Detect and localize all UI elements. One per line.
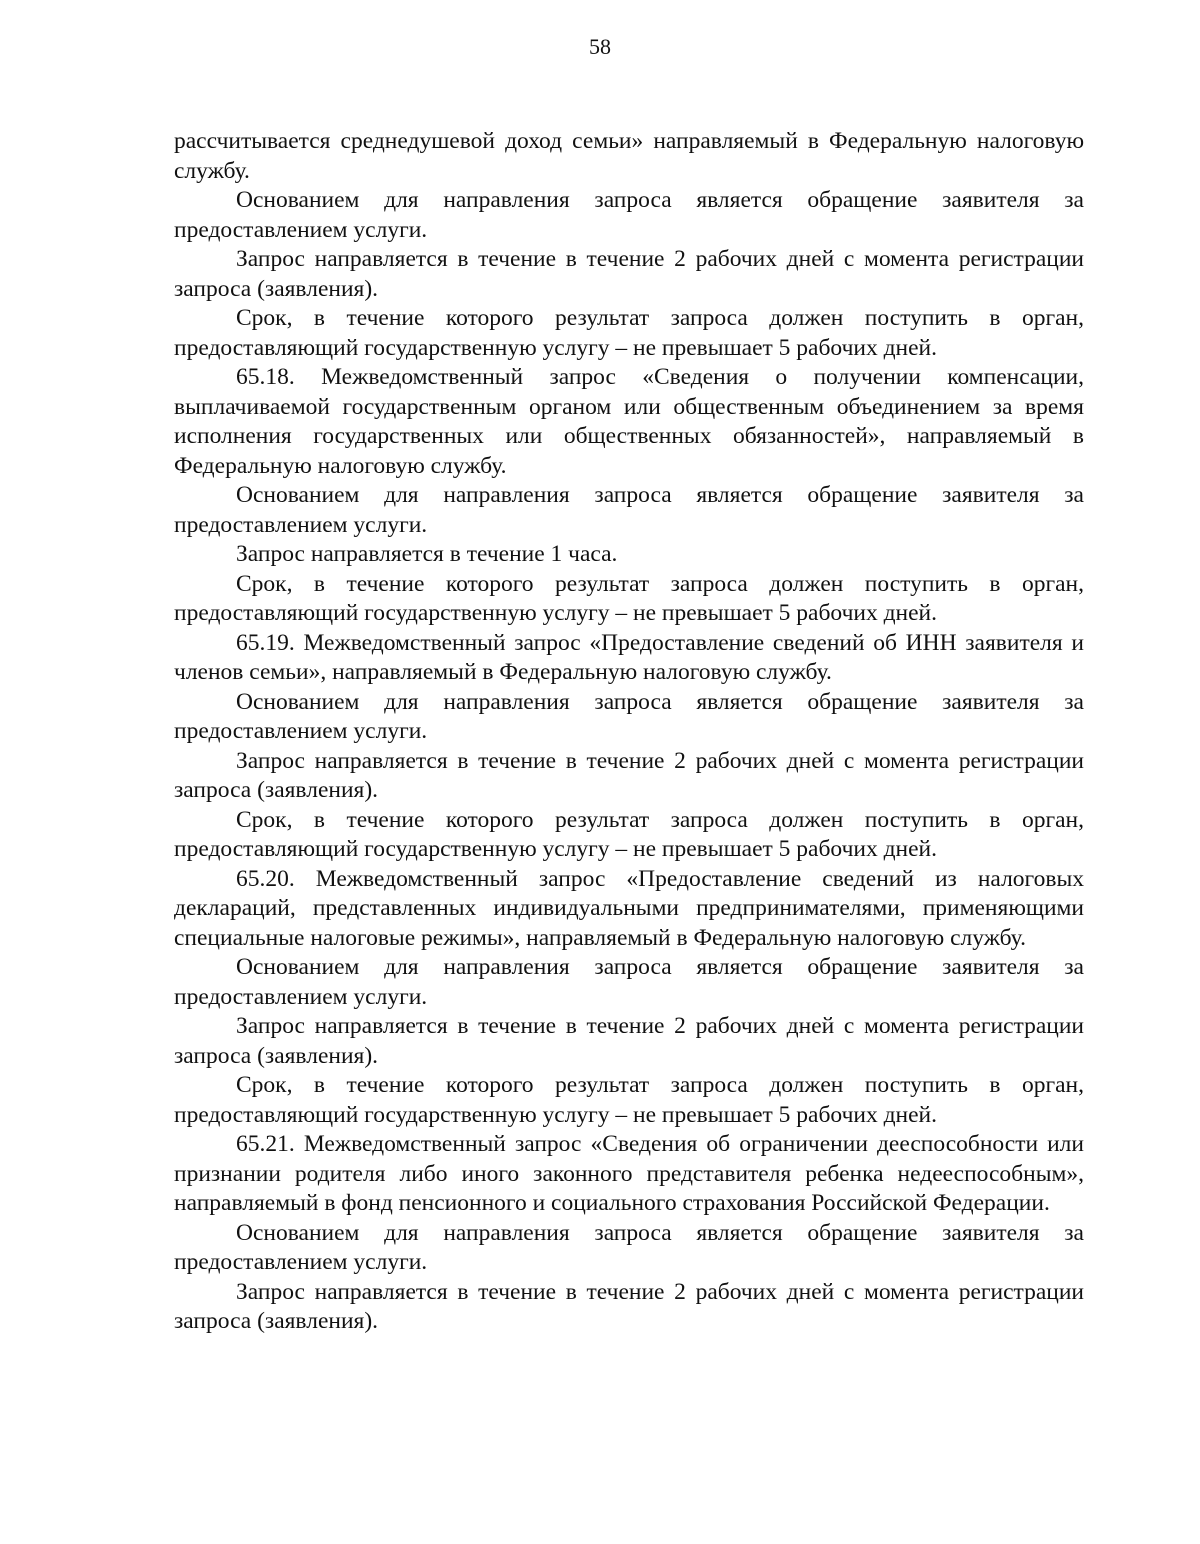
paragraph: Запрос направляется в течение в течение 2 рабочих дней с момента регистрации запроса (заявления). bbox=[174, 1278, 1084, 1334]
section-paragraph-65-21: 65.21. Межведомственный запрос «Сведения об ограничении дееспособности или признании родителя либо иного законного представителя ребенка недееспособным», направляемый в фонд пенсионного и социального страхования Российской Федерации. bbox=[174, 1131, 1084, 1216]
section-paragraph-65-19: 65.19. Межведомственный запрос «Предоставление сведений об ИНН заявителя и членов семьи», направляемый в Федеральную налоговую службу. bbox=[174, 629, 1084, 685]
paragraph: Срок, в течение которого результат запроса должен поступить в орган, предоставляющий государственную услугу – не превышает 5 рабочих дней. bbox=[174, 1072, 1084, 1128]
paragraph: Основанием для направления запроса является обращение заявителя за предоставлением услуги. bbox=[174, 688, 1084, 744]
page-number: 58 bbox=[589, 34, 611, 59]
document-body bbox=[174, 127, 1084, 1337]
paragraph: рассчитывается среднедушевой доход семьи» направляемый в Федеральную налоговую службу. bbox=[174, 128, 1084, 184]
paragraph: Основанием для направления запроса является обращение заявителя за предоставлением услуги. bbox=[174, 954, 1084, 1010]
paragraph: Основанием для направления запроса является обращение заявителя за предоставлением услуги. bbox=[174, 187, 1084, 243]
section-paragraph-65-18: 65.18. Межведомственный запрос «Сведения о получении компенсации, выплачиваемой государственным органом или общественным объединением за время исполнения государственных или общественных обязанностей», направляемый в Федеральную налоговую службу. bbox=[174, 364, 1084, 479]
paragraph: Запрос направляется в течение в течение 2 рабочих дней с момента регистрации запроса (заявления). bbox=[174, 246, 1084, 302]
paragraph: Основанием для направления запроса является обращение заявителя за предоставлением услуги. bbox=[174, 482, 1084, 538]
paragraph: Основанием для направления запроса является обращение заявителя за предоставлением услуги. bbox=[174, 1219, 1084, 1275]
paragraph: Запрос направляется в течение 1 часа. bbox=[236, 541, 618, 567]
section-paragraph-65-20: 65.20. Межведомственный запрос «Предоставление сведений из налоговых деклараций, представленных индивидуальными предпринимателями, применяющими специальные налоговые режимы», направляемый в Федеральную налоговую службу. bbox=[174, 865, 1084, 951]
paragraph: Запрос направляется в течение в течение 2 рабочих дней с момента регистрации запроса (заявления). bbox=[174, 1013, 1084, 1069]
paragraph: Срок, в течение которого результат запроса должен поступить в орган, предоставляющий государственную услугу – не превышает 5 рабочих дней. bbox=[174, 305, 1084, 361]
paragraph: Срок, в течение которого результат запроса должен поступить в орган, предоставляющий государственную услугу – не превышает 5 рабочих дней. bbox=[174, 570, 1084, 626]
paragraph: Срок, в течение которого результат запроса должен поступить в орган, предоставляющий государственную услугу – не превышает 5 рабочих дней. bbox=[174, 806, 1084, 862]
paragraph: Запрос направляется в течение в течение 2 рабочих дней с момента регистрации запроса (заявления). bbox=[174, 747, 1084, 803]
